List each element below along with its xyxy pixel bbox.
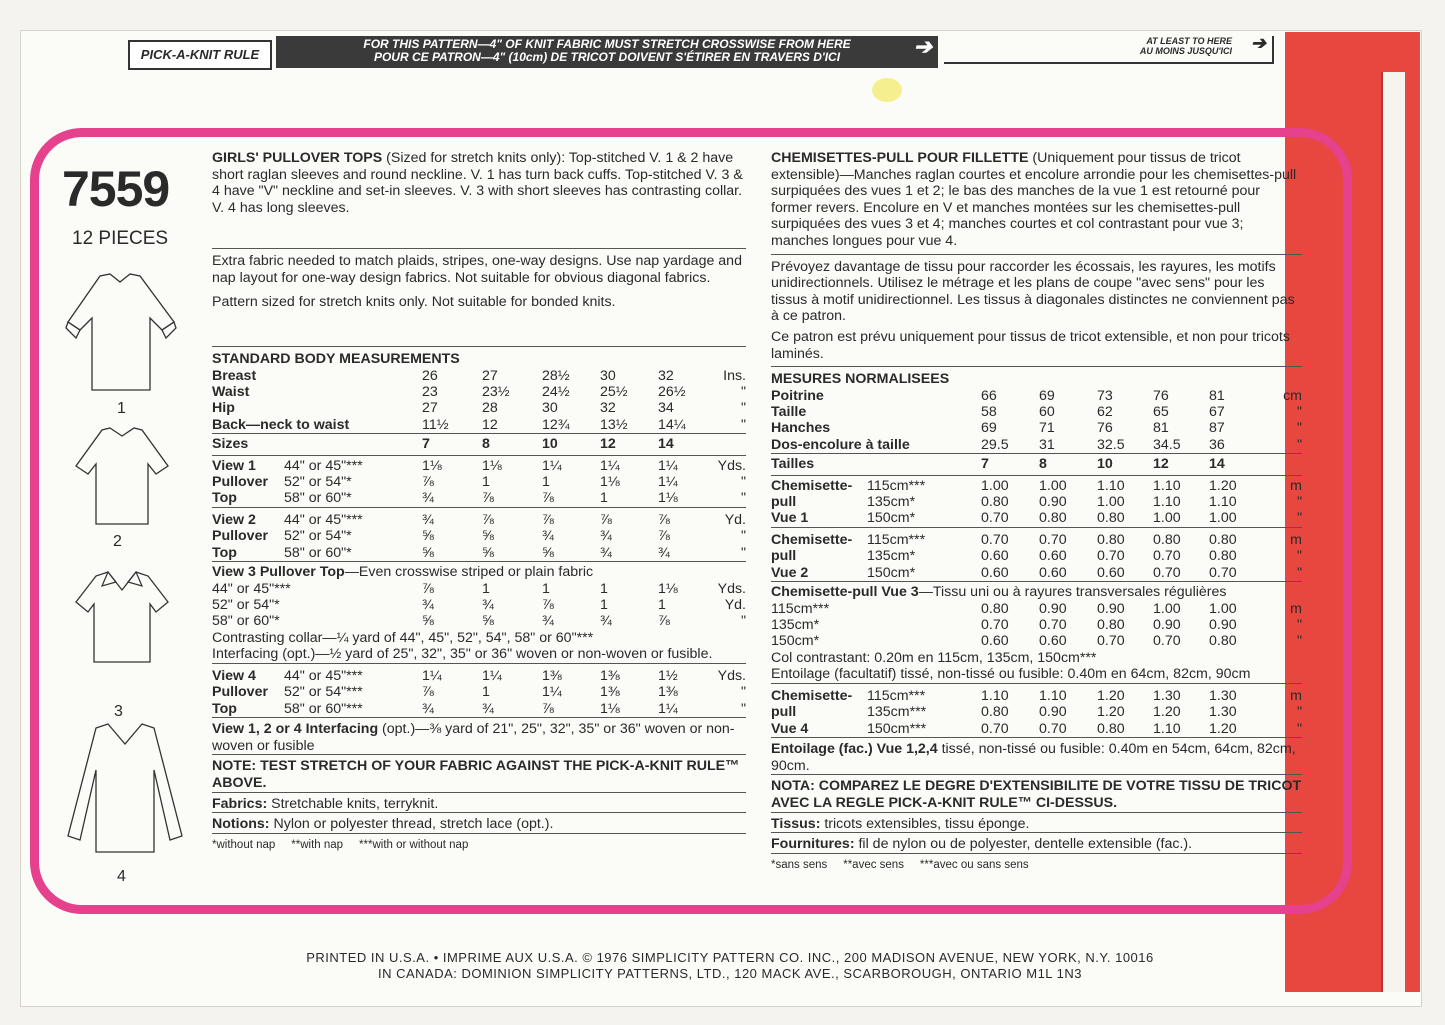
rule-end-french: AU MOINS JUSQU'ICI (1139, 46, 1232, 56)
english-extra-fabric: Extra fabric needed to match plaids, stripes, one-way designs. Use nap yardage and nap layout for one-way design fabrics. Not suitable for obvious diagonal fabrics. (212, 253, 742, 286)
english-view-3-yardage: 44" or 45"*** ⅞ 1 1 1 1⅛ Yds. 52" or 54"* ¾ ¾ ⅞ 1 1 Yd. 58" or 60"* ⅝ ⅝ ¾ ¾ ⅞ " (212, 580, 746, 630)
french-contrasting-collar: Col contrastant: 0.20m en 115cm, 135cm, 150cm*** (771, 649, 1097, 666)
english-desc-text: (Sized for stretch knits only): Top-stitched V. 1 & 2 have short raglan sleeves and round neckline. V. 1 has turn back cuffs. Top-stitched V. 3 & 4 have "V" neckline and set-in sleeves. V. 3 with short sleeves has contrasting collar. V. 4 has long sleeves. (212, 150, 743, 216)
english-view-3-heading: View 3 Pullover Top—Even crosswise striped or plain fabric (212, 564, 594, 581)
yellow-sticker-dot (872, 78, 902, 102)
view-4-sketch (60, 720, 190, 860)
measure-row: Back—neck to waist 11½ 12 12¾ 13½ 14¼ " (212, 416, 746, 433)
stretch-rule-french: POUR CE PATRON—4" (10cm) DE TRICOT DOIVENT S'ÉTIRER EN TRAVERS D'ICI (373, 50, 841, 64)
measure-row: Waist 23 23½ 24½ 25½ 26½ " (212, 384, 746, 400)
french-description (771, 150, 1302, 250)
measure-row: Poitrine 66 69 73 76 81 cm (771, 387, 1302, 404)
french-view-3-interfacing: Entoilage (facultatif) tissé, non-tissé ou fusible: 0.40m en 64cm, 82cm, 90cm (771, 666, 1302, 684)
measure-row: Hanches 69 71 76 81 87 " (771, 420, 1302, 437)
french-fabrics: Tissus: tricots extensibles, tissu éponge. (771, 816, 1302, 834)
english-view-1-yardage: View 1 44" or 45"*** 1⅛ 1⅛ 1¼ 1¼ 1¼ Yds. Pullover 52" or 54"* ⅞ 1 1 1⅛ 1¼ " Top 58" or 60"* ¾ ⅞ ⅞ 1 1⅛ " (212, 457, 746, 507)
view-4-label: 4 (117, 868, 126, 885)
view-2-label: 2 (113, 533, 122, 550)
stretch-rule-end (944, 33, 1274, 64)
french-footnote: *sans sens **avec sens ***avec ou sans sens (771, 858, 1029, 871)
footer-line-1: PRINTED IN U.S.A. • IMPRIME AUX U.S.A. © 1976 SIMPLICITY PATTERN CO. INC., 200 MADISON AVENUE, NEW YORK, N.Y. 10016 (306, 950, 1154, 965)
envelope-flap-edge (1381, 72, 1405, 992)
measure-row: Taille 58 60 62 65 67 " (771, 403, 1302, 420)
english-column (212, 150, 746, 853)
english-interfacing: View 1, 2 or 4 Interfacing (opt.)—⅜ yard of 21", 25", 32", 35" or 36" woven or non-woven or fusible (212, 721, 746, 755)
french-extra-fabric: Prévoyez davantage de tissu pour raccorder les écossais, les rayures, les motifs unidirectionnels. Utilisez le métrage et les plans de coupe "avec sens" pour les tissus à motif unidirectionnel. Les tissus à diagonales distinctes ne conviennent pas à ce patron. (771, 258, 1295, 325)
french-measure-title: MESURES NORMALISEES (771, 371, 950, 388)
divider (771, 366, 1302, 367)
publisher-footer (280, 950, 1180, 982)
pattern-number: 7559 (62, 161, 170, 217)
french-view-3-heading: Chemisette-pull Vue 3—Tissu uni ou à rayures transversales régulières (771, 584, 1227, 600)
french-notions: Fournitures: fil de nylon ou de polyester, dentelle extensible (fac.). (771, 836, 1302, 854)
french-view-3-yardage: 115cm*** 0.80 0.90 0.90 1.00 1.00 m 135cm* 0.70 0.70 0.80 0.90 0.90 " 150cm* 0.60 0.60 0.70 0.70 0.80 " (771, 600, 1302, 650)
measure-row: Dos-encolure à taille 29.5 31 32.5 34.5 36 " (771, 436, 1302, 453)
english-notions: Notions: Nylon or polyester thread, stretch lace (opt.). (212, 816, 746, 834)
french-title: CHEMISETTES-PULL POUR FILLETTE (771, 150, 1029, 166)
measure-row: Breast 26 27 28½ 30 32 Ins. (212, 367, 746, 384)
english-measure-title: STANDARD BODY MEASUREMENTS (212, 351, 460, 368)
rule-end-english: AT LEAST TO HERE (1146, 36, 1232, 46)
view-3-label: 3 (114, 703, 123, 720)
arrow-right-icon: ➔ (1250, 33, 1266, 53)
english-body-measurements (212, 351, 746, 455)
english-footnote: *without nap **with nap ***with or without nap (212, 838, 469, 851)
french-view-1-yardage: Chemisette- 115cm*** 1.00 1.00 1.10 1.10 1.20 m pull 135cm* 0.80 0.90 1.00 1.10 1.10 " Vue 1 150cm* 0.70 0.80 0.80 1.00 1.00 " (771, 477, 1302, 527)
view-1-sketch (62, 268, 182, 398)
pick-a-knit-rule-label: PICK-A-KNIT RULE (128, 40, 272, 70)
english-description (212, 150, 746, 244)
english-contrasting-collar: Contrasting collar—¼ yard of 44", 45", 52", 54", 58" or 60"*** (212, 629, 594, 646)
english-stretch-note: NOTE: TEST STRETCH OF YOUR FABRIC AGAINST THE PICK-A-KNIT RULE™ ABOVE. (212, 758, 746, 792)
sizes-row: Sizes 7 8 10 12 14 (212, 434, 746, 455)
english-view-4-yardage: View 4 44" or 45"*** 1¼ 1¼ 1⅜ 1⅜ 1½ Yds. Pullover 52" or 54"*** ⅞ 1 1¼ 1⅜ 1⅜ " Top 58" or 60"*** ¾ ¾ ⅞ 1⅛ 1¼ " (212, 668, 746, 717)
view-3-sketch (72, 568, 172, 668)
arrow-right-icon: ➔ (913, 34, 932, 59)
stretch-rule-bar (276, 36, 938, 68)
french-view-2-yardage: Chemisette- 115cm*** 0.70 0.70 0.80 0.80 0.80 m pull 135cm* 0.60 0.60 0.70 0.70 0.80 " Vue 2 150cm* 0.60 0.60 0.60 0.70 0.70 " (771, 531, 1302, 581)
french-interfacing: Entoilage (fac.) Vue 1,2,4 tissé, non-tissé ou fusible: 0.40m en 54cm, 64cm, 82cm, 90cm. (771, 741, 1302, 775)
view-2-sketch (72, 424, 172, 529)
divider (771, 254, 1302, 255)
english-title: GIRLS' PULLOVER TOPS (212, 150, 383, 166)
english-fabrics: Fabrics: Stretchable knits, terryknit. (212, 796, 746, 814)
footer-line-2: IN CANADA: DOMINION SIMPLICITY PATTERNS, LTD., 120 MACK AVE., SCARBOROUGH, ONTARIO M1L 1N3 (377, 966, 1083, 981)
view-1-label: 1 (117, 400, 126, 417)
french-stretch-note: NOTA: COMPAREZ LE DEGRE D'EXTENSIBILITE DE VOTRE TISSU DE TRICOT AVEC LA REGLE PICK-A-KNIT RULE™ CI-DESSUS. (771, 778, 1302, 811)
divider (212, 346, 746, 347)
pieces-count: 12 PIECES (72, 228, 169, 249)
stretch-rule-english: FOR THIS PATTERN—4" OF KNIT FABRIC MUST STRETCH CROSSWISE FROM HERE (363, 37, 851, 51)
english-view-3-interfacing: Interfacing (opt.)—½ yard of 25", 32", 35" or 36" woven or non-woven or fusible. (212, 646, 746, 664)
french-desc-text: (Uniquement pour tissus de tricot extensible)—Manches raglan courtes et encolure arrondie pour les chemisettes-pull surpiquées des vues 1 et 2; le bas des manches de la vue 1 est retourné pour former revers. Encolure en V et manches montées sur les chemisettes-pull surpiquées des vues 3 et 4; manches courtes et col contrastant pour vue 3; manches longues pour vue 4. (771, 150, 1297, 249)
english-sized-note: Pattern sized for stretch knits only. Not suitable for bonded knits. (212, 294, 616, 311)
english-view-2-yardage: View 2 44" or 45"*** ¾ ⅞ ⅞ ⅞ ⅞ Yd. Pullover 52" or 54"* ⅝ ⅝ ¾ ¾ ⅞ " Top 58" or 60"* ⅝ ⅝ ⅝ ¾ ¾ " (212, 511, 746, 561)
french-sized-note: Ce patron est prévu uniquement pour tissus de tricot extensible, et non pour tricots laminés. (771, 328, 1290, 362)
measure-row: Hip 27 28 30 32 34 " (212, 400, 746, 417)
french-view-4-yardage: Chemisette- 115cm*** 1.10 1.10 1.20 1.30 1.30 m pull 135cm*** 0.80 0.90 1.20 1.20 1.30 " Vue 4 150cm*** 0.70 0.70 0.80 1.10 1.20 " (771, 688, 1302, 737)
divider (212, 248, 746, 249)
sizes-row: Tailles 7 8 10 12 14 (771, 454, 1302, 475)
french-body-measurements (771, 371, 1302, 475)
french-column (771, 150, 1302, 873)
